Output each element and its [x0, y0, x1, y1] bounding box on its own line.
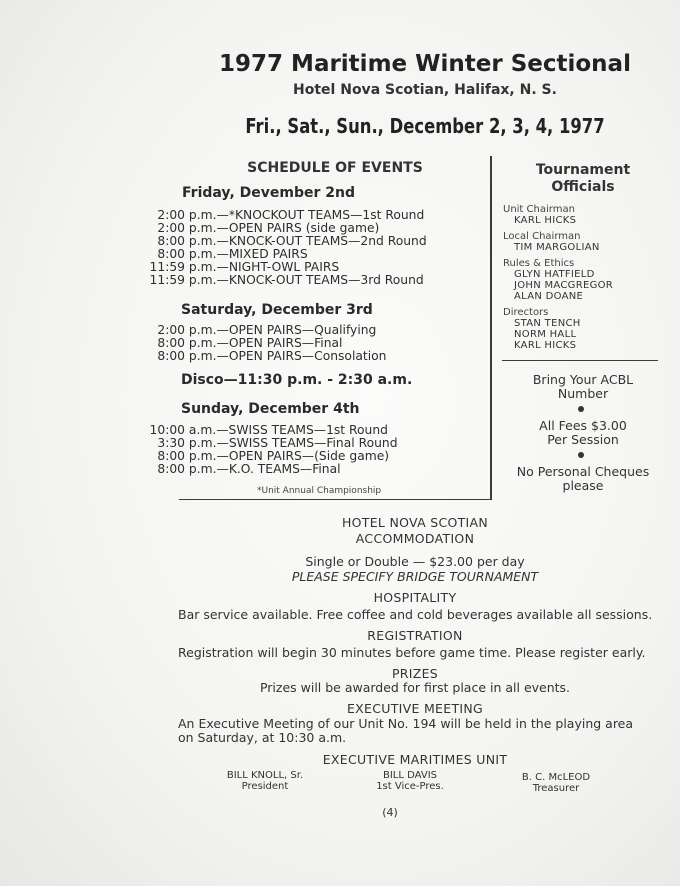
schedule-row: 2:00 p.m.—OPEN PAIRS—Qualifying	[157, 323, 377, 337]
officer-name: BILL DAVIS	[383, 770, 437, 781]
official-name: JOHN MACGREGOR	[514, 280, 614, 291]
prizes-heading: PRIZES	[391, 666, 439, 681]
officials-heading-line1: Tournament	[535, 162, 631, 178]
executive-unit-heading: EXECUTIVE MARITIMES UNIT	[322, 752, 508, 767]
event-dates: Fri., Sat., Sun., December 2, 3, 4, 1977	[245, 114, 605, 138]
registration-heading: REGISTRATION	[367, 628, 463, 643]
official-role: Unit Chairman	[503, 204, 575, 215]
schedule-row: 8:00 p.m.—OPEN PAIRS—Final	[157, 336, 343, 350]
official-name: GLYN HATFIELD	[514, 269, 595, 280]
officer-name: BILL KNOLL, Sr.	[226, 770, 304, 781]
official-name: ALAN DOANE	[514, 291, 584, 302]
schedule-row: 2:00 p.m.—OPEN PAIRS (side game)	[157, 221, 380, 235]
schedule-row: 8:00 p.m.—MIXED PAIRS	[157, 247, 308, 261]
schedule-heading: SCHEDULE OF EVENTS	[247, 160, 423, 176]
column-divider	[490, 156, 492, 500]
hospitality-text: Bar service available. Free coffee and cold beverages available all sessions.	[178, 607, 653, 622]
official-name: TIM MARGOLIAN	[514, 242, 600, 253]
document-title: 1977 Maritime Winter Sectional	[219, 51, 631, 77]
official-name: NORM HALL	[514, 329, 577, 340]
schedule-row: 8:00 p.m.—OPEN PAIRS—Consolation	[157, 349, 387, 363]
officer-title: President	[241, 781, 289, 792]
fees-note-line2: Per Session	[547, 432, 619, 447]
officials-divider	[502, 360, 658, 361]
schedule-row: 11:59 p.m.—NIGHT-OWL PAIRS	[149, 260, 340, 274]
prizes-text: Prizes will be awarded for first place in all events.	[259, 680, 571, 695]
schedule-row: 8:00 p.m.—KNOCK-OUT TEAMS—2nd Round	[157, 234, 427, 248]
venue-subtitle: Hotel Nova Scotian, Halifax, N. S.	[293, 82, 557, 98]
official-name: KARL HICKS	[514, 215, 577, 226]
bullet-icon	[578, 406, 584, 412]
footnote: *Unit Annual Championship	[257, 486, 382, 496]
schedule-row: 8:00 p.m.—K.O. TEAMS—Final	[157, 462, 341, 476]
official-name: KARL HICKS	[514, 340, 577, 351]
sunday-heading: Sunday, December 4th	[181, 401, 360, 417]
officer-title: Treasurer	[532, 783, 580, 794]
official-role: Rules & Ethics	[503, 258, 575, 269]
schedule-row: 3:30 p.m.—SWISS TEAMS—Final Round	[157, 436, 398, 450]
friday-heading: Friday, Devember 2nd	[182, 185, 355, 201]
schedule-bottom-rule	[179, 499, 490, 500]
accommodation-rate: Single or Double — $23.00 per day	[305, 554, 525, 569]
executive-meeting-text-line2: on Saturday, at 10:30 a.m.	[178, 730, 347, 745]
fees-note-line1: All Fees $3.00	[539, 418, 627, 433]
acbl-note-line1: Bring Your ACBL	[532, 372, 634, 387]
schedule-row: 2:00 p.m.—*KNOCKOUT TEAMS—1st Round	[157, 208, 425, 222]
page-number: (4)	[382, 806, 398, 819]
disco-line: Disco—11:30 p.m. - 2:30 a.m.	[181, 372, 413, 388]
official-role: Local Chairman	[503, 231, 581, 242]
cheques-note-line2: please	[562, 478, 604, 493]
saturday-heading: Saturday, December 3rd	[181, 302, 373, 318]
cheques-note-line1: No Personal Cheques	[516, 464, 650, 479]
executive-meeting-text-line1: An Executive Meeting of our Unit No. 194 will be held in the playing area	[178, 716, 634, 731]
official-role: Directors	[503, 307, 549, 318]
officer-title: 1st Vice-Pres.	[376, 781, 444, 792]
schedule-row: 11:59 p.m.—KNOCK-OUT TEAMS—3rd Round	[149, 273, 424, 287]
registration-text: Registration will begin 30 minutes before game time. Please register early.	[178, 645, 646, 660]
accommodation-heading1: HOTEL NOVA SCOTIAN	[341, 515, 489, 530]
accommodation-heading2: ACCOMMODATION	[355, 531, 475, 546]
schedule-row: 8:00 p.m.—OPEN PAIRS—(Side game)	[157, 449, 390, 463]
accommodation-note: PLEASE SPECIFY BRIDGE TOURNAMENT	[291, 569, 539, 584]
schedule-row: 10:00 a.m.—SWISS TEAMS—1st Round	[149, 423, 388, 437]
executive-meeting-heading: EXECUTIVE MEETING	[346, 701, 484, 716]
bullet-icon	[578, 452, 584, 458]
officer-name: B. C. McLEOD	[521, 772, 591, 783]
acbl-note-line2: Number	[557, 386, 609, 401]
officials-heading-line2: Officials	[551, 179, 615, 195]
official-name: STAN TENCH	[514, 318, 581, 329]
hospitality-heading: HOSPITALITY	[373, 590, 457, 605]
